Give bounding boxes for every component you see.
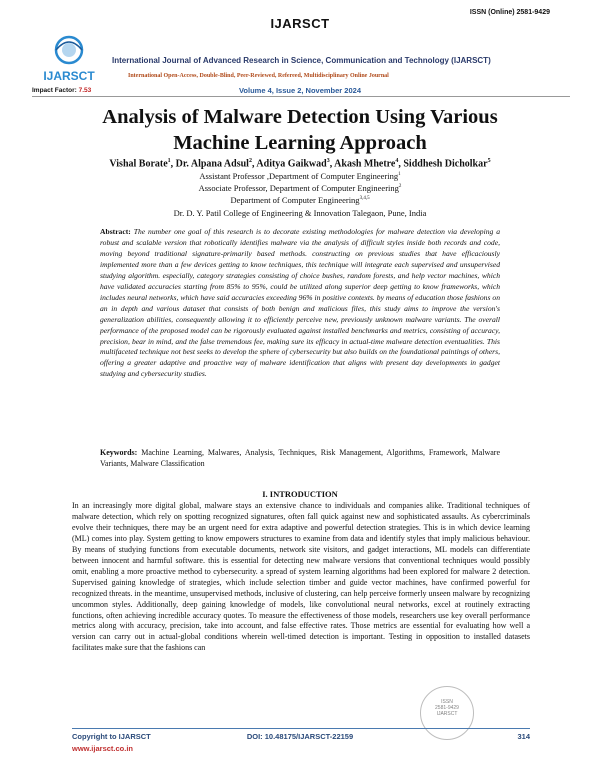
affiliation-3: Department of Computer Engineering$^{3,4,5}$ xyxy=(230,195,370,205)
volume-info: Volume 4, Issue 2, November 2024 xyxy=(238,86,361,95)
author-list: Vishal Borate$^1$, Dr. Alpana Adsul$^2$, Aditya Gaikwad$^3$, Akash Mhetre$^4$, Siddhesh Dicholkar$^5$ xyxy=(109,158,491,170)
footer-copyright: Copyright to IJARSCT xyxy=(72,732,151,741)
author-affiliation-mark: 2 xyxy=(248,158,252,164)
journal-full-title: International Journal of Advanced Research in Science, Communication and Technology (IJARSCT) xyxy=(112,56,491,65)
affiliation-1: Assistant Professor ,Department of Computer Engineering$^1$ xyxy=(199,171,401,181)
affiliation-2: Associate Professor, Department of Computer Engineering$^2$ xyxy=(198,183,402,193)
journal-subtitle: International Open-Access, Double-Blind, Peer-Reviewed, Refereed, Multidisciplinary Online Journal xyxy=(128,73,389,79)
logo-text: IJARSCT xyxy=(43,69,95,83)
issn: ISSN (Online) 2581-9429 xyxy=(469,9,550,16)
author-affiliation-mark: 1 xyxy=(167,158,171,164)
author-affiliation-mark: 5 xyxy=(487,158,491,164)
author-name: Akash Mhetre xyxy=(334,158,396,170)
author-name: Siddhesh Dicholkar xyxy=(403,158,488,170)
journal-short-title: IJARSCT xyxy=(270,16,330,31)
journal-logo xyxy=(30,28,108,86)
section-heading-introduction: I. INTRODUCTION xyxy=(262,489,338,499)
header-divider xyxy=(32,96,570,97)
page-number: 314 xyxy=(517,732,530,741)
keywords: Keywords: Machine Learning, Malwares, Analysis, Techniques, Risk Management, Algorithms, Framework, Malware Variants, Malware Classification xyxy=(100,448,501,468)
author-affiliation-mark: 3 xyxy=(326,158,330,164)
paper-title: Analysis of Malware Detection Using Various Machine Learning Approach xyxy=(102,106,498,154)
author-name: Aditya Gaikwad xyxy=(256,158,327,170)
abstract: Abstract: The number one goal of this research is to decorate existing methodologies for malware detection via developing a robust and scalable version that robotically identifies malware via the analysis of difficult styles inside both records and code, moving beyond traditional signature-primarily based methods. constructing on previous studies that have efficaciously implemented more than a few devices getting to know techniques, this technique will integrate each supervised and unsupervised studying algorithm. especially, category strategies consisting of choice bushes, random forests, and help vector machines, which have validated accuracies starting from 85% to 95%, could be utilized along superior deep getting to know frameworks, which includes neural networks, which have said accuracies exceeding 96% in positive contexts. by means of education those fashions on an in depth and various dataset that consists of both benign and malicious files, this study aims to improve the version's generalization abilities, consequently allowing it to efficiently perceive new, previously unknown malware variants. The overall performance of the proposed model can be rigorously evaluated against installed benchmarks and metrics, consisting of accuracy, precision, bear in mind, and the false tremendous fee, making sure its efficacy in actual-time malware detection eventualities. This multifaceted technique not best seeks to develop the sphere of cybersecurity but also builds on the foundational paintings of others, offering a greater adaptive and proactive way of malware identification that aligns with present day developments in gadget studying and cybersecurity studies. xyxy=(100,227,500,379)
author-name: Vishal Borate xyxy=(109,158,168,170)
author-affiliation-mark: 4 xyxy=(395,158,399,164)
footer-divider xyxy=(72,728,530,729)
introduction-text: In an increasingly more digital global, malware stays an extensive chance to individuals and companies alike. Traditional techniques of malware detection, which rely on spotting recognized signatures, often fall quick against new and sophisticated assaults. As cybercriminals evolve their techniques, there may be an urgent need for extra adaptive and powerful detection strategies. This is in which device learning (ML) comes into play. System getting to know empowers structures to examine from data and identify styles that imply malicious behaviour. By means of studying functions from executable documents, network site visitors, and gadget interactions, ML models can differentiate between innocent and harmful software. this is essential for detecting new malware versions that conventional techniques would possibly omit, enabling a more proactive method to cybersecurity. a spread of system learning algorithms had been explored for malware 2 detection. Supervised gaining knowledge of strategies, which include selection timber and guide vector machines, have confirmed powerful for recognized threats. in the meantime, unsupervised methods, inclusive of clustering, can help perceive formerly unseen malware by recognizing uncommon styles. Additionally, deep gaining knowledge of models, like convolutional neural networks, excel at routinely extracting functions, often achieving incredible accuracy quotes. To measure the effectiveness of those models, researchers use key overall performance metrics along with accuracy, precision, take into account, and false effective rates. Those metrics are essential for evaluating how well a version can carry out in actual-global conditions wherein well-timed detection is important. Testing in opposition to installed datasets facilitates make sure that the fashions can xyxy=(72,501,530,653)
footer-website-link[interactable]: www.ijarsct.co.in xyxy=(72,744,133,753)
footer-doi[interactable]: DOI: 10.48175/IJARSCT-22159 xyxy=(246,732,354,741)
impact-factor: Impact Factor: 7.53 xyxy=(32,87,92,94)
affiliation-4: Dr. D. Y. Patil College of Engineering & Innovation Talegaon, Pune, India xyxy=(173,208,427,218)
journal-stamp: ISSN 2581-9429 IJARSCT xyxy=(420,686,474,740)
author-name: Dr. Alpana Adsul xyxy=(175,158,249,170)
